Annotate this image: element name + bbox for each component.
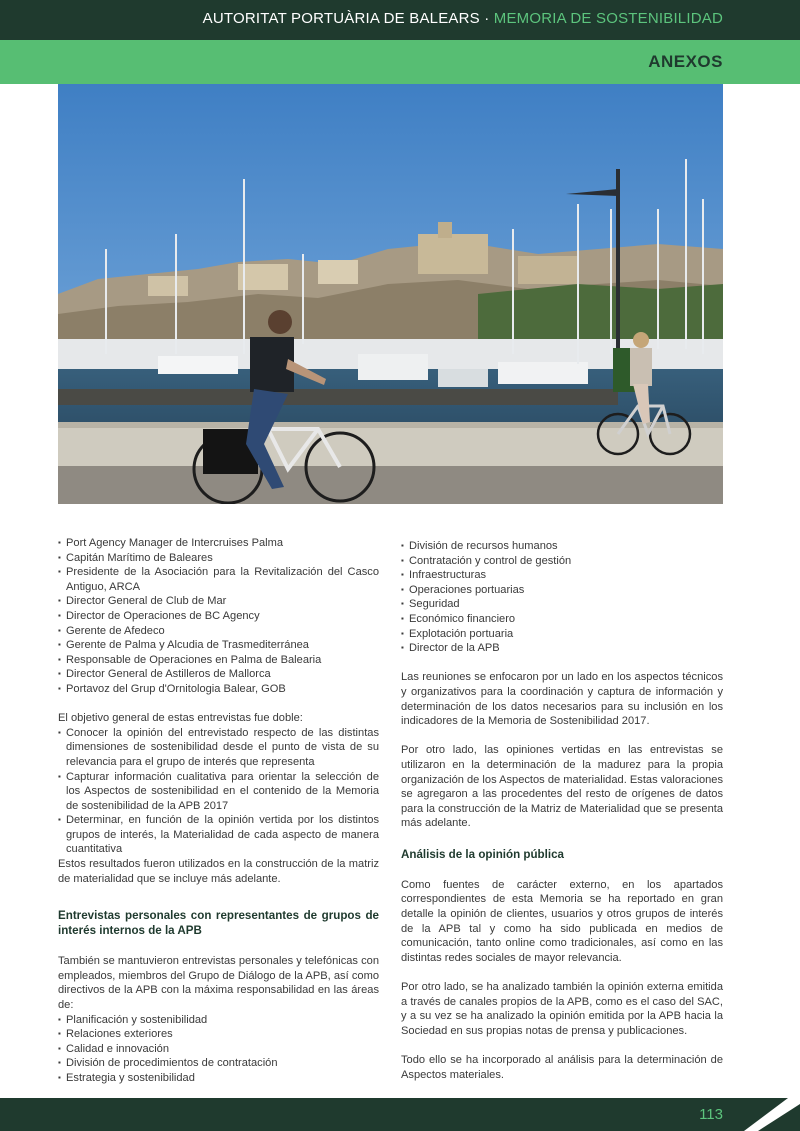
section-heading: Análisis de la opinión pública xyxy=(401,847,564,861)
list-item: ▪ División de recursos humanos xyxy=(401,539,723,554)
list-item: ▪ Estrategia y sostenibilidad xyxy=(58,1071,379,1086)
list-item: ▪ Director de la APB xyxy=(401,641,723,656)
header-org: AUTORITAT PORTUÀRIA DE BALEARS xyxy=(202,10,480,27)
areas-list xyxy=(58,1013,379,1086)
list-item: ▪ Capitán Marítimo de Baleares xyxy=(58,551,379,566)
list-item: ▪ Económico financiero xyxy=(401,612,723,627)
list-item: ▪ Responsable de Operaciones en Palma de Balearia xyxy=(58,653,379,668)
corner-stripe xyxy=(740,1098,800,1131)
page-number: 113 xyxy=(699,1106,723,1123)
list-item: ▪ Contratación y control de gestión xyxy=(401,554,723,569)
right-column xyxy=(401,539,723,1082)
meetings-paragraph: Las reuniones se enfocaron por un lado en los aspectos técnicos y organizativos para la coordinación y captura de información y determinación de los datos necesarios para su inclusión en los indicadores de la Memoria de Sostenibilidad 2017. xyxy=(401,671,723,728)
list-item: ▪ Relaciones exteriores xyxy=(58,1027,379,1042)
list-item: ▪ Presidente de la Asociación para la Revitalización del Casco Antiguo, ARCA xyxy=(58,565,379,594)
list-item: ▪ Operaciones portuarias xyxy=(401,583,723,598)
own-channels-paragraph: Por otro lado, se ha analizado también la opinión externa emitida a través de canales propios de la APB, como es el caso del SAC, y a su vez se ha analizado la opinión emitida por la APB hacia la Sociedad en sus propias notas de prensa y publicaciones. xyxy=(401,981,723,1037)
list-item: ▪ Planificación y sostenibilidad xyxy=(58,1013,379,1028)
list-item: ▪ Director General de Astilleros de Mallorca xyxy=(58,667,379,682)
conclusion-paragraph: Todo ello se ha incorporado al análisis para la determinación de Aspectos materiales. xyxy=(401,1054,723,1081)
list-item: ▪ División de procedimientos de contratación xyxy=(58,1056,379,1071)
list-item: ▪ Infraestructuras xyxy=(401,568,723,583)
list-item: ▪ Calidad e innovación xyxy=(58,1042,379,1057)
list-item: ▪ Determinar, en función de la opinión vertida por los distintos grupos de interés, la Materialidad de cada aspecto de manera cuantitativa xyxy=(58,813,379,857)
section-title: ANEXOS xyxy=(648,52,723,71)
section-bar xyxy=(0,40,800,84)
internal-intro: También se mantuvieron entrevistas personales y telefónicas con empleados, miembros del Grupo de Diálogo de la APB, así como directivos de la APB con la máxima responsabilidad en las áreas de: xyxy=(58,955,379,1012)
areas-list-continued xyxy=(401,539,723,656)
results-paragraph: Estos resultados fueron utilizados en la construcción de la matriz de materialidad que se incluye más adelante. xyxy=(58,858,379,885)
list-item: ▪ Capturar información cualitativa para orientar la selección de los Aspectos de sostenibilidad en el contenido de la Memoria de sostenibilidad de la APB 2017 xyxy=(58,770,379,814)
objective-intro: El objetivo general de estas entrevistas fue doble: xyxy=(58,712,303,725)
list-item: ▪ Explotación portuaria xyxy=(401,627,723,642)
header-separator: · xyxy=(479,10,494,27)
footer-bar xyxy=(0,1098,800,1131)
list-item: ▪ Director General de Club de Mar xyxy=(58,594,379,609)
list-item: ▪ Portavoz del Grup d'Ornitologia Balear, GOB xyxy=(58,682,379,697)
interviewee-list xyxy=(58,536,379,697)
objective-list xyxy=(58,726,379,857)
section-heading: Entrevistas personales con representantes de grupos de interés internos de la APB xyxy=(58,909,379,938)
left-column xyxy=(58,536,379,1086)
header-bar xyxy=(0,0,800,40)
list-item: ▪ Port Agency Manager de Intercruises Palma xyxy=(58,536,379,551)
harbour-photo xyxy=(58,84,723,504)
list-item: ▪ Director de Operaciones de BC Agency xyxy=(58,609,379,624)
list-item: ▪ Gerente de Afedeco xyxy=(58,624,379,639)
header-title xyxy=(203,10,723,27)
list-item: ▪ Conocer la opinión del entrevistado respecto de las distintas dimensiones de sostenibilidad desde el punto de vista de su relevancia para el grupo de interés que representa xyxy=(58,726,379,770)
opinions-paragraph: Por otro lado, las opiniones vertidas en las entrevistas se utilizaron en la determinación de la madurez para la propia organización de los Aspectos de materialidad. Estas valoraciones se agregaron a las procedentes del resto de orígenes de datos para la construcción de la Matriz de Materialidad que se presenta más adelante. xyxy=(401,744,723,830)
external-sources-paragraph: Como fuentes de carácter externo, en los apartados correspondientes de esta Memoria se ha reportado en gran detalle la opinión de clientes, usuarios y otros grupos de interés de la APB tal y como ha sido publicada en medios de comunicación, tanto online como tradicionales, así como en las distintas redes sociales de mayor relevancia. xyxy=(401,878,723,964)
list-item: ▪ Seguridad xyxy=(401,597,723,612)
list-item: ▪ Gerente de Palma y Alcudia de Trasmediterránea xyxy=(58,638,379,653)
header-report: MEMORIA DE SOSTENIBILIDAD xyxy=(493,10,723,27)
